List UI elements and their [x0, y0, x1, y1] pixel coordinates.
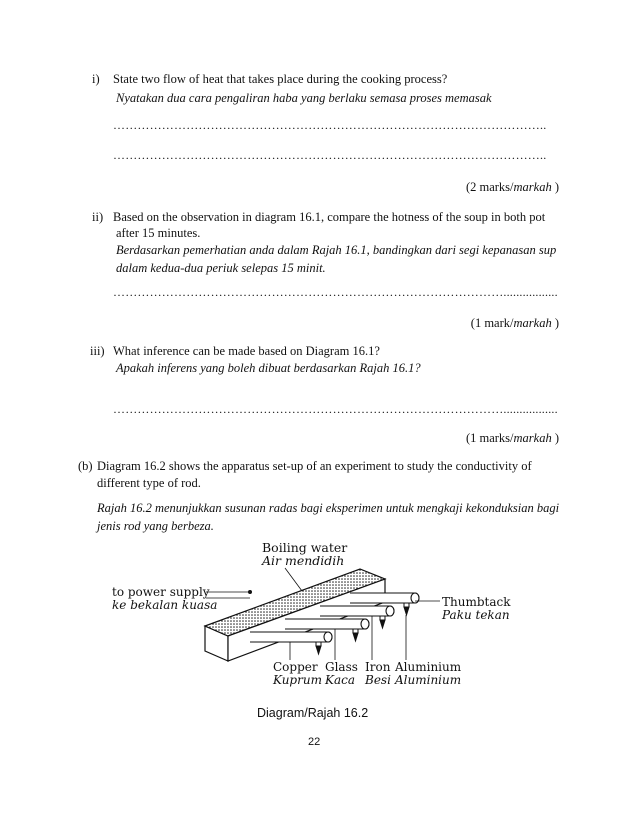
question-b-number: (b) — [78, 459, 93, 473]
rod-label-copper-ms: Kuprum — [273, 673, 322, 687]
aluminium-rod — [350, 593, 419, 603]
thumbtack-label-ms: Paku tekan — [442, 608, 510, 622]
question-ii-malay-line-2: dalam kedua-dua periuk selepas 15 minit. — [116, 261, 326, 275]
answer-line[interactable]: …………………………………………………………………………………………….. — [113, 118, 547, 132]
question-iii-malay: Apakah inferens yang boleh dibuat berdasarkan Rajah 16.1? — [116, 361, 421, 375]
answer-line[interactable]: …………………………………………………………………………………………….. — [113, 148, 547, 162]
question-i-english: State two flow of heat that takes place during the cooking process? — [113, 72, 448, 86]
question-ii-english-line-1: Based on the observation in diagram 16.1, compare the hotness of the soup in both pot — [113, 210, 546, 224]
power-supply-label-ms: ke bekalan kuasa — [112, 598, 218, 612]
rod-label-iron: Iron — [365, 660, 391, 674]
thumbtack-label: Thumbtack — [442, 595, 511, 609]
diagram-caption: Diagram/Rajah 16.2 — [257, 706, 369, 720]
question-b-malay-line-2: jenis rod yang berbeza. — [97, 519, 214, 533]
apparatus-diagram — [110, 536, 511, 688]
rod-label-iron-ms: Besi — [365, 673, 391, 687]
marks-label: (2 marks/markah ) — [465, 180, 559, 194]
question-ii-malay-line-1: Berdasarkan pemerhatian anda dalam Rajah 16.1, bandingkan dari segi kepanasan sup — [116, 243, 557, 257]
page-number: 22 — [308, 736, 321, 748]
boiling-water-label-ms: Air mendidih — [262, 553, 345, 568]
answer-line[interactable]: ……………………………………………………………………………………................. — [113, 402, 558, 416]
rod-label-copper: Copper — [273, 660, 318, 674]
rod-label-glass: Glass — [325, 660, 358, 674]
rod-label-glass-ms: Kaca — [325, 673, 355, 687]
iron-rod — [320, 606, 394, 616]
copper-rod — [250, 632, 332, 642]
question-b-english-line-2: different type of rod. — [97, 476, 201, 490]
thumbtack-icon — [380, 616, 385, 620]
power-supply-label: to power supply — [112, 585, 210, 599]
question-b-english-line-1: Diagram 16.2 shows the apparatus set-up of an experiment to study the conductivity of — [97, 459, 532, 473]
question-iii-number: iii) — [90, 344, 105, 358]
thumbtack-icon — [404, 603, 409, 607]
marks-label: (1 marks/markah ) — [465, 431, 559, 445]
rod-label-aluminium: Aluminium — [395, 660, 462, 674]
rod-label-aluminium-ms: Aluminium — [395, 673, 462, 687]
question-iii-english: What inference can be made based on Diagram 16.1? — [113, 344, 380, 358]
answer-line[interactable]: ……………………………………………………………………………………................. — [113, 285, 558, 299]
boiling-water-label: Boiling water — [262, 540, 348, 555]
thumbtack-icon — [353, 629, 358, 633]
glass-rod — [285, 619, 369, 629]
question-ii-english-line-2: after 15 minutes. — [116, 226, 201, 240]
question-ii-number: ii) — [92, 210, 104, 224]
question-b-malay-line-1: Rajah 16.2 menunjukkan susunan radas bagi eksperimen untuk mengkaji kekonduksian bagi — [97, 501, 560, 515]
thumbtack-icon — [316, 642, 321, 646]
marks-label: (1 mark/markah ) — [470, 316, 559, 330]
question-i-malay: Nyatakan dua cara pengaliran haba yang berlaku semasa proses memasak — [116, 91, 492, 105]
question-i-number: i) — [92, 72, 100, 86]
